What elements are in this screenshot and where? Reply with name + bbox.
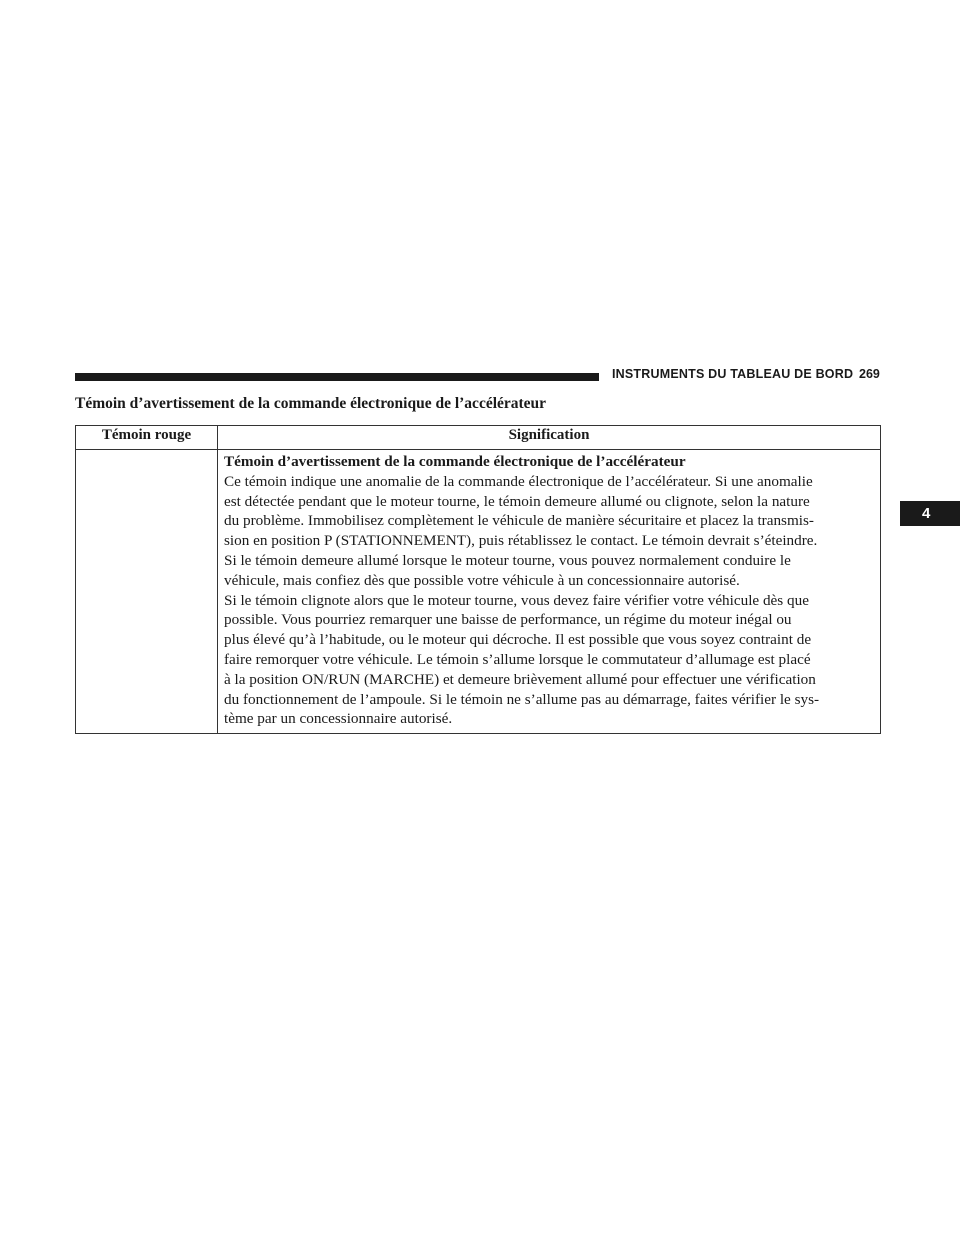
column-header-temoin: Témoin rouge (76, 426, 218, 450)
column-header-signification: Signification (218, 426, 881, 450)
table-header-row (76, 426, 881, 450)
running-header-title: INSTRUMENTS DU TABLEAU DE BORD (612, 367, 854, 381)
page-number: 269 (859, 367, 880, 381)
chapter-tab: 4 (900, 501, 960, 526)
table-row (76, 450, 881, 734)
section-title: Témoin d’avertissement de la commande électronique de l’accélérateur (75, 395, 547, 412)
warning-light-table (75, 425, 881, 734)
cell-signification (218, 450, 881, 734)
cell-heading: Témoin d’avertissement de la commande électronique de l’accélérateur (224, 453, 686, 470)
cell-temoin (76, 450, 218, 734)
cell-body: Ce témoin indique une anomalie de la commande électronique de l’accélérateur. Si une anomalie est détectée pendant que le moteur tourne, le témoin demeure allumé ou clignote, selon la nature du problème. Immobilisez complètement le véhicule de manière sécuritaire et placez la transmis- sion en position P (STATIONNEMENT), puis rétablissez le contact. Le témoin devrait s’éteindre. Si le témoin demeure allumé lorsque le moteur tourne, vous pouvez normalement conduire le véhicule, mais confiez dès que possible votre véhicule à un concessionnaire autorisé. Si le témoin clignote alors que le moteur tourne, vous devez faire vérifier votre véhicule dès que possible. Vous pourriez remarquer une baisse de performance, un régime du moteur inégal ou plus élevé qu’à l’habitude, ou le moteur qui décroche. Il est possible que vous soyez contraint de faire remorquer votre véhicule. Le témoin s’allume lorsque le commutateur d’allumage est placé à la position ON/RUN (MARCHE) et demeure brièvement allumé pour effectuer une vérification du fonctionnement de l’ampoule. Si le témoin ne s’allume pas au démarrage, faites vérifier le sys- tème par un concessionnaire autorisé. (224, 472, 820, 728)
header-rule (75, 373, 599, 381)
